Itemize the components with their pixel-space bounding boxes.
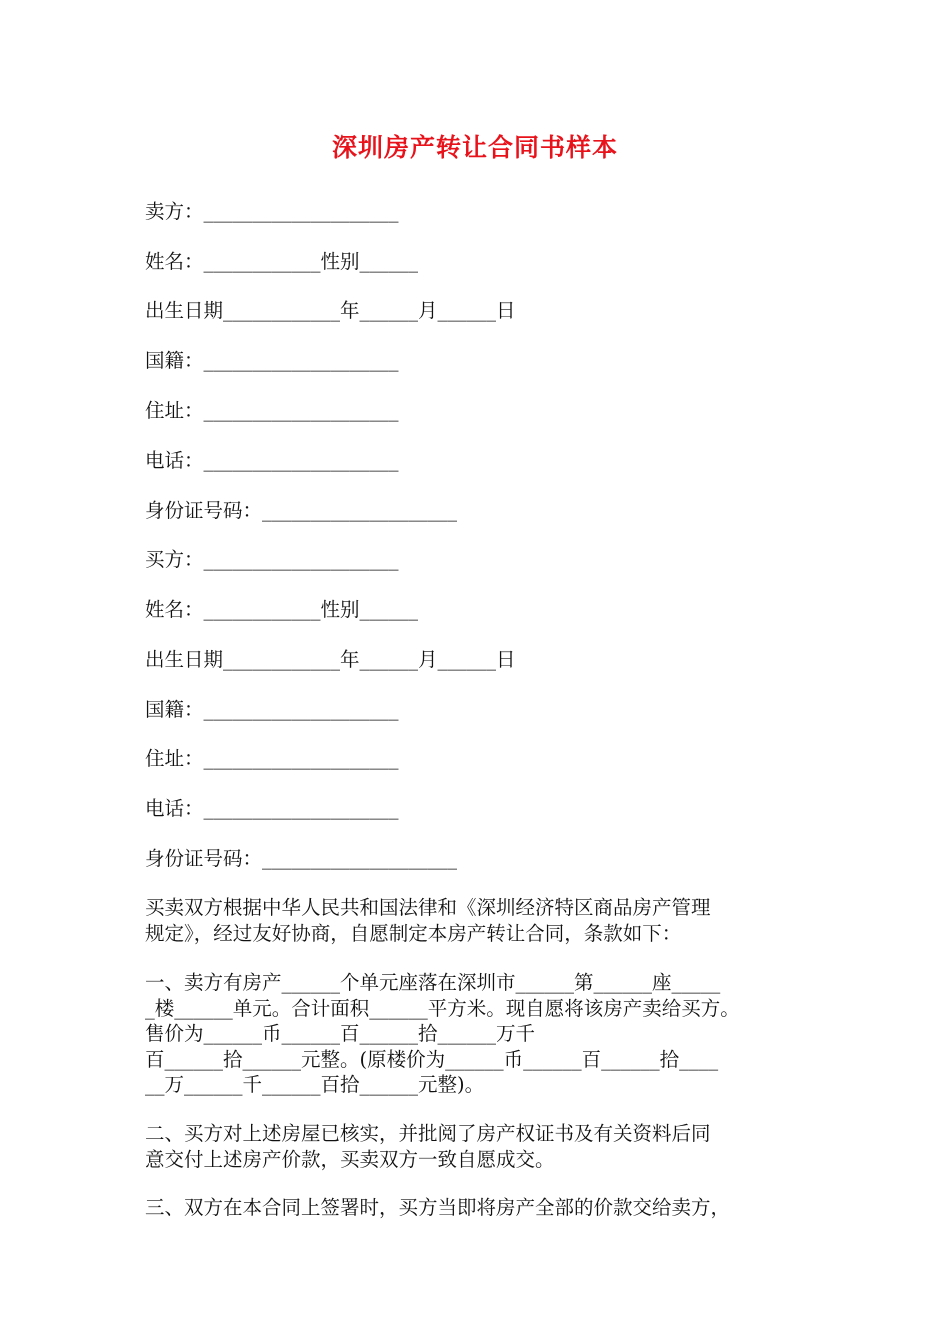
seller-id-number: 身份证号码：____________________ [145, 499, 458, 522]
document-title: 深圳房产转让合同书样本 [331, 133, 618, 162]
buyer-address: 住址：____________________ [145, 747, 399, 770]
clause-3-line: 三、双方在本合同上签署时，买方当即将房产全部的价款交给卖方， [145, 1196, 731, 1219]
seller-phone: 电话：____________________ [145, 449, 399, 472]
clause-1-line: 售价为______币______百______拾______万千 [145, 1022, 536, 1045]
seller-label: 卖方：____________________ [145, 200, 399, 223]
clause-1-line: 一、卖方有房产______个单元座落在深圳市______第______座_____ [145, 971, 721, 994]
buyer-phone: 电话：____________________ [145, 797, 399, 820]
clause-3-paragraph [145, 1195, 835, 1221]
preamble-line: 买卖双方根据中华人民共和国法律和《深圳经济特区商品房产管理 [145, 896, 711, 919]
seller-nationality: 国籍：____________________ [145, 349, 399, 372]
buyer-label: 买方：____________________ [145, 548, 399, 571]
seller-birth-date: 出生日期____________年______月______日 [145, 299, 516, 322]
buyer-id-number: 身份证号码：____________________ [145, 847, 458, 870]
buyer-nationality: 国籍：____________________ [145, 698, 399, 721]
clause-1-paragraph [145, 970, 835, 1098]
clause-2-line: 意交付上述房产价款，买卖双方一致自愿成交。 [145, 1147, 555, 1171]
preamble-line: 规定》，经过友好协商，自愿制定本房产转让合同，条款如下： [145, 921, 682, 945]
buyer-birth-date: 出生日期____________年______月______日 [145, 648, 516, 671]
seller-address: 住址：____________________ [145, 399, 399, 422]
clause-1-line: _楼______单元。合计面积______平方米。现自愿将该房产卖给买方。 [145, 996, 740, 1020]
clause-2-line: 二、买方对上述房屋已核实，并批阅了房产权证书及有关资料后同 [145, 1122, 711, 1145]
clause-1-line: 百______拾______元整。(原楼价为______币______百______拾____ [145, 1047, 719, 1071]
buyer-name-gender: 姓名：____________性别______ [145, 598, 419, 621]
clause-1-line: __万______千______百拾______元整)。 [145, 1073, 485, 1096]
clause-2-paragraph [145, 1121, 835, 1172]
preamble-paragraph [145, 895, 835, 946]
seller-name-gender: 姓名：____________性别______ [145, 250, 419, 273]
